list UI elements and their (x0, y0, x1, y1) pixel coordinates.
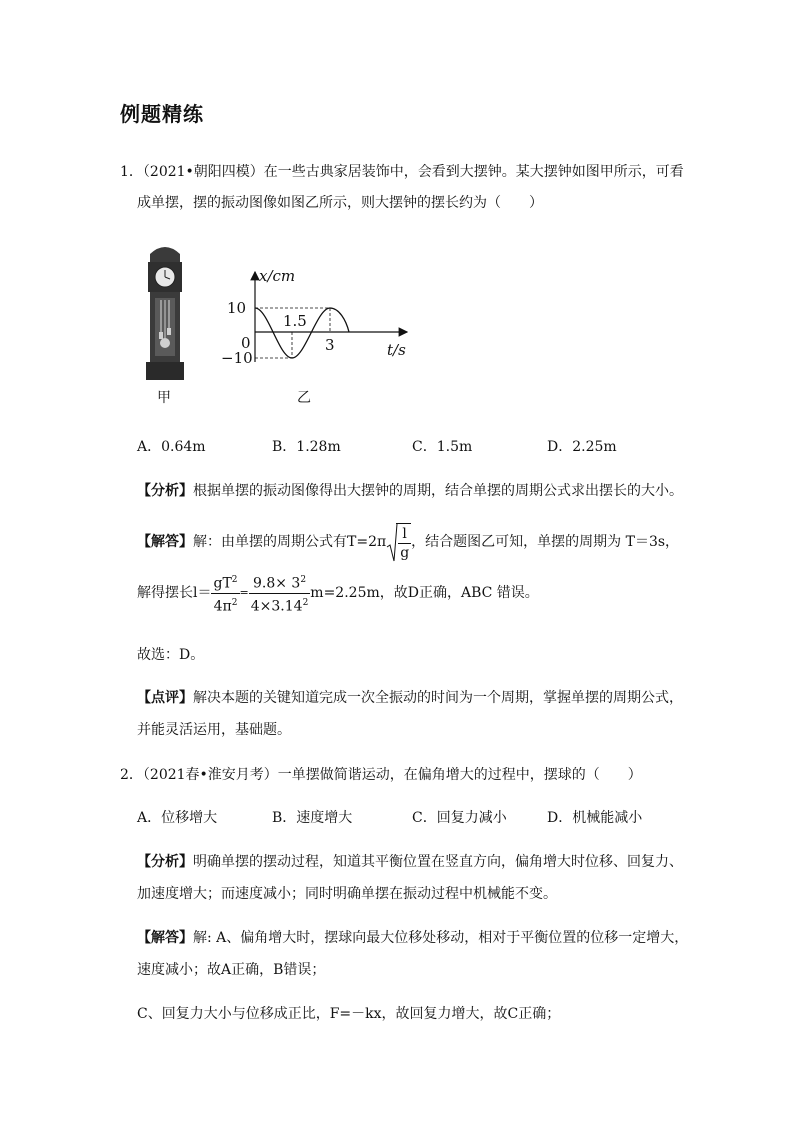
sqrt-den: g (400, 544, 410, 561)
answer-pre: 解：由单摆的周期公式有T=2π (193, 534, 387, 550)
q1-comment-line2: 并能灵活运用，基础题。 (137, 722, 291, 738)
equals: = (239, 586, 249, 599)
q1-option-d: D．2.25m (547, 439, 617, 455)
fraction-1: $\frac{gT^2}{4\pi^2}$ (211, 571, 239, 615)
x-axis-label: t/s (387, 341, 406, 359)
answer-label: 【解答】 (137, 534, 193, 550)
q1-stem-line1: 1．（2021•朝阳四模）在一些古典家居装饰中，会看到大摆钟。某大摆钟如图甲所示，可看 (120, 164, 684, 180)
q2-option-c: C．回复力减小 (412, 810, 507, 826)
vibration-graph (215, 262, 415, 367)
tick-neg10: −10 (221, 349, 253, 367)
q1-option-b: B．1.28m (272, 439, 341, 455)
tick-0: 0 (241, 334, 251, 352)
y-axis-label: x/cm (259, 267, 296, 285)
section-heading: 例题精练 (120, 102, 204, 126)
q1-analysis (137, 481, 683, 501)
q2-option-b: B．速度增大 (272, 810, 353, 826)
q2-analysis-text-1: 明确单摆的摆动过程，知道其平衡位置在竖直方向，偏角增大时位移、回复力、 (193, 854, 683, 870)
figure-jia-label: 甲 (157, 390, 171, 406)
q2-analysis-line1 (137, 852, 683, 872)
figure-yi-label: 乙 (297, 390, 311, 406)
tick-3: 3 (325, 336, 335, 354)
answer-post: ，结合题图乙可知，单摆的周期为 T＝3s， (411, 534, 680, 550)
q1-option-a: A．0.64m (137, 439, 206, 455)
solve-pre: 解得摆长l＝ (137, 585, 212, 601)
grandfather-clock-image (140, 240, 190, 382)
q1-stem-line2: 成单摆，摆的振动图像如图乙所示，则大摆钟的摆长约为（ ） (137, 195, 543, 211)
q1-comment-line1 (137, 688, 683, 708)
tick-1-5: 1.5 (283, 312, 307, 330)
analysis-label: 【分析】 (137, 483, 193, 499)
f1-den: 4π (213, 598, 232, 615)
q2-option-d: D．机械能减小 (547, 810, 643, 826)
q2-answer-label: 【解答】 (137, 930, 193, 946)
q2-analysis-label: 【分析】 (137, 854, 193, 870)
q2-answer-line1 (137, 928, 688, 948)
q1-answer-line1 (137, 522, 679, 562)
q2-option-a: A．位移增大 (137, 810, 218, 826)
q2-stem: 2．（2021春•淮安月考）一单摆做简谐运动，在偏角增大的过程中，摆球的（ ） (120, 767, 642, 783)
q2-answer-line3: C、回复力大小与位移成正比，F=－kx，故回复力增大，故C正确； (137, 1006, 561, 1022)
fraction-2: $\frac{9.8\times 3^2}{4\times 3.14^2}$ (249, 571, 311, 615)
sqrt-formula (386, 523, 411, 562)
q2-answer-text-1: 解: A、偏角增大时，摆球向最大位移处移动，相对于平衡位置的位移一定增大， (193, 930, 689, 946)
q2-analysis-line2: 加速度增大；而速度减小；同时明确单摆在振动过程中机械能不变。 (137, 886, 557, 902)
solve-post: m=2.25m，故D正确，ABC 错误。 (310, 585, 539, 601)
comment-text-1: 解决本题的关键知道完成一次全振动的时间为一个周期，掌握单摆的周期公式， (193, 690, 683, 706)
comment-label: 【点评】 (137, 690, 193, 706)
tick-10: 10 (227, 299, 247, 317)
q1-option-c: C．1.5m (412, 439, 473, 455)
q1-answer-line2 (137, 572, 539, 614)
q2-answer-line2: 速度减小；故A正确，B错误； (137, 962, 326, 978)
analysis-text: 根据单摆的振动图像得出大摆钟的周期，结合单摆的周期公式求出摆长的大小。 (193, 483, 683, 499)
sqrt-num: l (398, 525, 411, 544)
f2-den: 4×3.14 (250, 598, 303, 615)
f2-num: 9.8× 3 (252, 575, 301, 592)
q1-choice: 故选：D。 (137, 647, 205, 663)
f1-num: gT (213, 575, 232, 592)
